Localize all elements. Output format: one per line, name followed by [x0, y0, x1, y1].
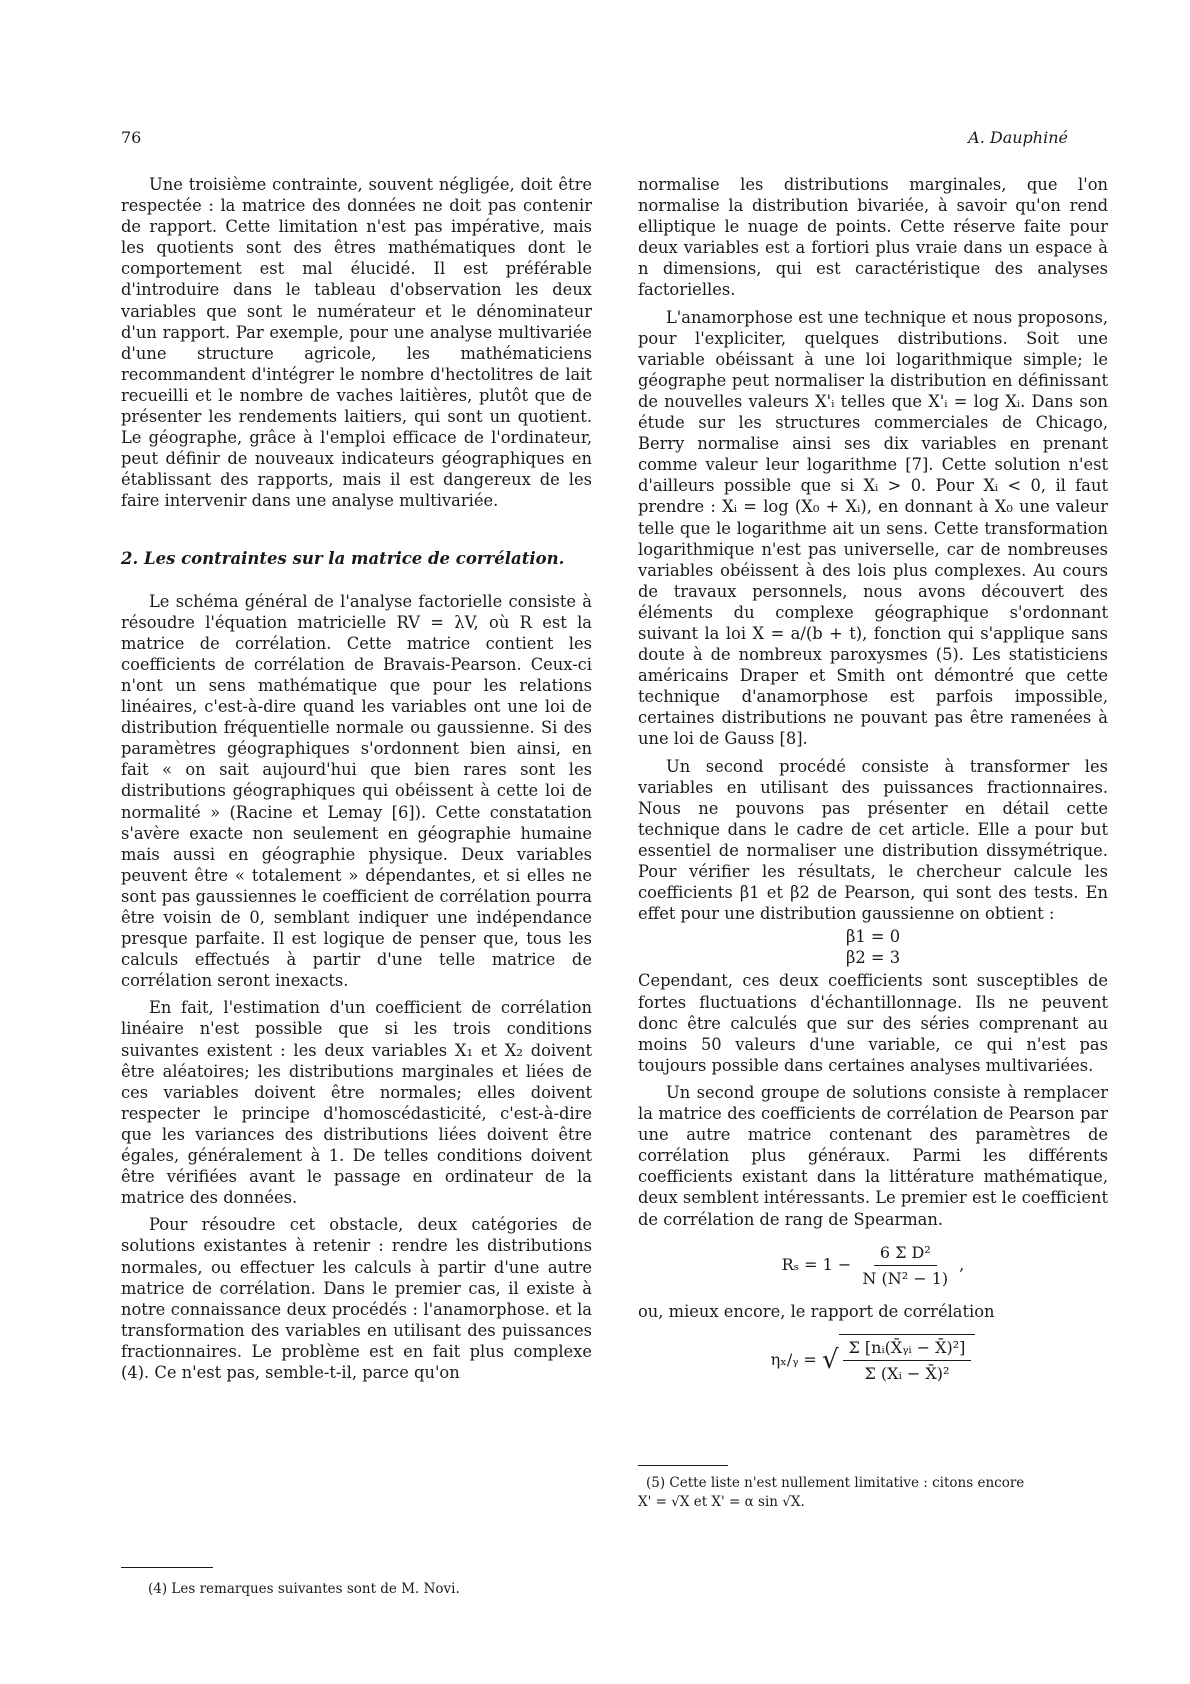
paragraph: Le schéma général de l'analyse factorielle consiste à résoudre l'équation matricielle RV = λV, où R est la matrice de corrélation. Cette matrice contient les coefficients de corrélation de Bravais-Pearson. Ceux-ci n'ont un sens mathématique que pour les relations linéaires, c'est-à-dire quand les variables ont une loi de distribution fréquentielle normale ou gaussienne. Si des paramètres géographiques s'ordonnent bien ainsi, en fait « on sait aujourd'hui que bien rares sont les distributions géographiques qui obéissent à cette loi de normalité » (Racine et Lemay [6]). Cette constatation s'avère exacte non seulement en géographie humaine mais aussi en géographie physique. Deux variables peuvent être « totalement » dépendantes, et si elles ne sont pas gaussiennes le coefficient de corrélation pourra être voisin de 0, semblant indiquer une indépendance presque parfaite. Il est logique de penser que, tous les calculs effectués à partir d'une telle matrice de corrélation seront inexacts. [121, 591, 592, 991]
formula-fraction [843, 1337, 972, 1384]
footnote-line: X' = √X et X' = α sin √X. [638, 1494, 805, 1510]
footnote-rule [638, 1465, 728, 1466]
sqrt-sign: √ [821, 1344, 839, 1375]
footnote [638, 1474, 1108, 1512]
paragraph: normalise les distributions marginales, que l'on normalise la distribution bivariée, à savoir qu'on rend elliptique le nuage de points. Cette réserve faite pour deux variables est a fortiori plus vraie dans un espace à n dimensions, qui est caractéristique des analyses factorielles. [638, 175, 1108, 300]
formula-fraction [856, 1242, 954, 1289]
running-author: A. Dauphiné [968, 128, 1068, 147]
paragraph: Un second procédé consiste à transformer les variables en utilisant des puissances fractionnaires. Nous ne pouvons pas présenter en détail cette technique dans le cadre de cet article. Elle a pour but essentiel de normaliser une distribution dissymétrique. Pour vérifier les résultats, le chercheur calcule les coefficients β1 et β2 de Pearson, qui sont des tests. En effet pour une distribution gaussienne on obtient : [638, 756, 1108, 924]
paragraph: Cependant, ces deux coefficients sont susceptibles de fortes fluctuations d'échantillonnage. Ils ne peuvent donc être calculés que sur des séries comprenant au moins 50 valeurs d'une variable, ce qui n'est pas toujours possible dans certaines analyses multivariées. [638, 971, 1108, 1075]
formula-denominator: N (N² − 1) [862, 1268, 949, 1288]
footnote-rule [121, 1567, 213, 1568]
equation-beta2: β2 = 3 [845, 948, 901, 968]
correlation-ratio-formula [638, 1334, 1108, 1384]
paragraph: Une troisième contrainte, souvent négligée, doit être respectée : la matrice des données ne doit pas contenir de rapport. Cette limitation n'est pas impérative, mais les quotients sont des êtres mathématiques dont le comportement est mal élucidé. Il est préférable d'introduire dans le tableau d'observation les deux variables que sont le numérateur et le dénominateur d'un rapport. Par exemple, pour une analyse multivariée d'une structure agricole, les mathématiciens recommandent d'intégrer le nombre d'hectolitres de lait recueilli et le nombre de vaches laitières, plutôt que de présenter les rendements laitiers, qui sont un quotient. Le géographe, grâce à l'emploi efficace de l'ordinateur, peut définir de nouveaux indicateurs géographiques en établissant des rapports, mais il est dangereux de les faire intervenir dans une analyse multivariée. [121, 175, 592, 511]
left-column [121, 174, 592, 1389]
paragraph: En fait, l'estimation d'un coefficient de corrélation linéaire n'est possible que si les trois conditions suivantes existent : les deux variables X₁ et X₂ doivent être aléatoires; les distributions marginales et liées de ces variables doivent être normales; elles doivent respecter le principe d'homoscédasticité, c'est-à-dire que les variances des distributions liées doivent être égales, généralement à 1. De telles conditions doivent être vérifiées avant le passage en ordinateur de la matrice des données. [121, 998, 592, 1208]
paragraph: L'anamorphose est une technique et nous proposons, pour l'expliciter, quelques distributions. Soit une variable obéissant à une loi logarithmique simple; le géographe peut normaliser la distribution en définissant de nouvelles valeurs X'ᵢ telles que X'ᵢ = log Xᵢ. Dans son étude sur les structures commerciales de Chicago, Berry normalise ainsi ses dix variables en prenant comme valeur leur logarithme [7]. Cette solution n'est d'ailleurs possible que si Xᵢ > 0. Pour Xᵢ < 0, il faut prendre : Xᵢ = log (X₀ + Xᵢ), en donnant à X₀ une valeur telle que le logarithme ait un sens. Cette transformation logarithmique n'est pas universelle, car de nombreuses variables obéissent à des lois plus complexes. Au cours de travaux personnels, nous avons découvert des éléments du complexe géographique s'ordonnant suivant la loi X = a/(b + t), fonction qui s'applique sans doute à de nombreux paroxysmes (5). Les statisticiens américains Draper et Smith ont démontré que cette technique d'anamorphose est parfois impossible, certaines distributions ne pouvant pas être ramenées à une loi de Gauss [8]. [638, 307, 1108, 749]
formula-tail: , [959, 1254, 965, 1274]
paragraph: ou, mieux encore, le rapport de corrélation [638, 1301, 995, 1321]
sqrt-body [839, 1334, 976, 1384]
paragraph: Un second groupe de solutions consiste à remplacer la matrice des coefficients de corrélation de Pearson par une autre matrice contenant des paramètres de corrélation plus généraux. Parmi les différents coefficients existant dans la littérature mathématique, deux semblent intéressants. Le premier est le coefficient de corrélation de rang de Spearman. [638, 1082, 1108, 1229]
formula-numerator: 6 Σ D² [874, 1242, 937, 1266]
right-column [638, 174, 1108, 1396]
footnote-line: (5) Cette liste n'est nullement limitative : citons encore [646, 1475, 1025, 1491]
paragraph: Pour résoudre cet obstacle, deux catégories de solutions existantes à retenir : rendre les distributions normales, ou effectuer les calculs à partir d'une autre matrice de corrélation. Dans le premier cas, il existe à notre connaissance deux procédés : l'anamorphose. et la transformation des variables en utilisant des puissances fractionnaires. Le problème est en fait plus complexe (4). Ce n'est pas, semble-t-il, parce qu'on [121, 1215, 592, 1382]
formula-lhs: ηₓ/ᵧ = [770, 1349, 817, 1369]
formula-denominator: Σ (Xᵢ − X̄)² [864, 1363, 950, 1383]
running-header [121, 128, 1068, 152]
equation-beta1: β1 = 0 [845, 927, 901, 947]
formula-lhs: Rₛ = 1 − [781, 1254, 852, 1274]
spearman-formula [638, 1242, 1108, 1289]
section-heading: 2. Les contraintes sur la matrice de corrélation. [121, 548, 565, 568]
footnote: (4) Les remarques suivantes sont de M. Novi. [148, 1581, 460, 1597]
formula-numerator: Σ [nᵢ(X̄ᵧᵢ − X̄)²] [843, 1337, 972, 1361]
page-number: 76 [121, 128, 142, 147]
